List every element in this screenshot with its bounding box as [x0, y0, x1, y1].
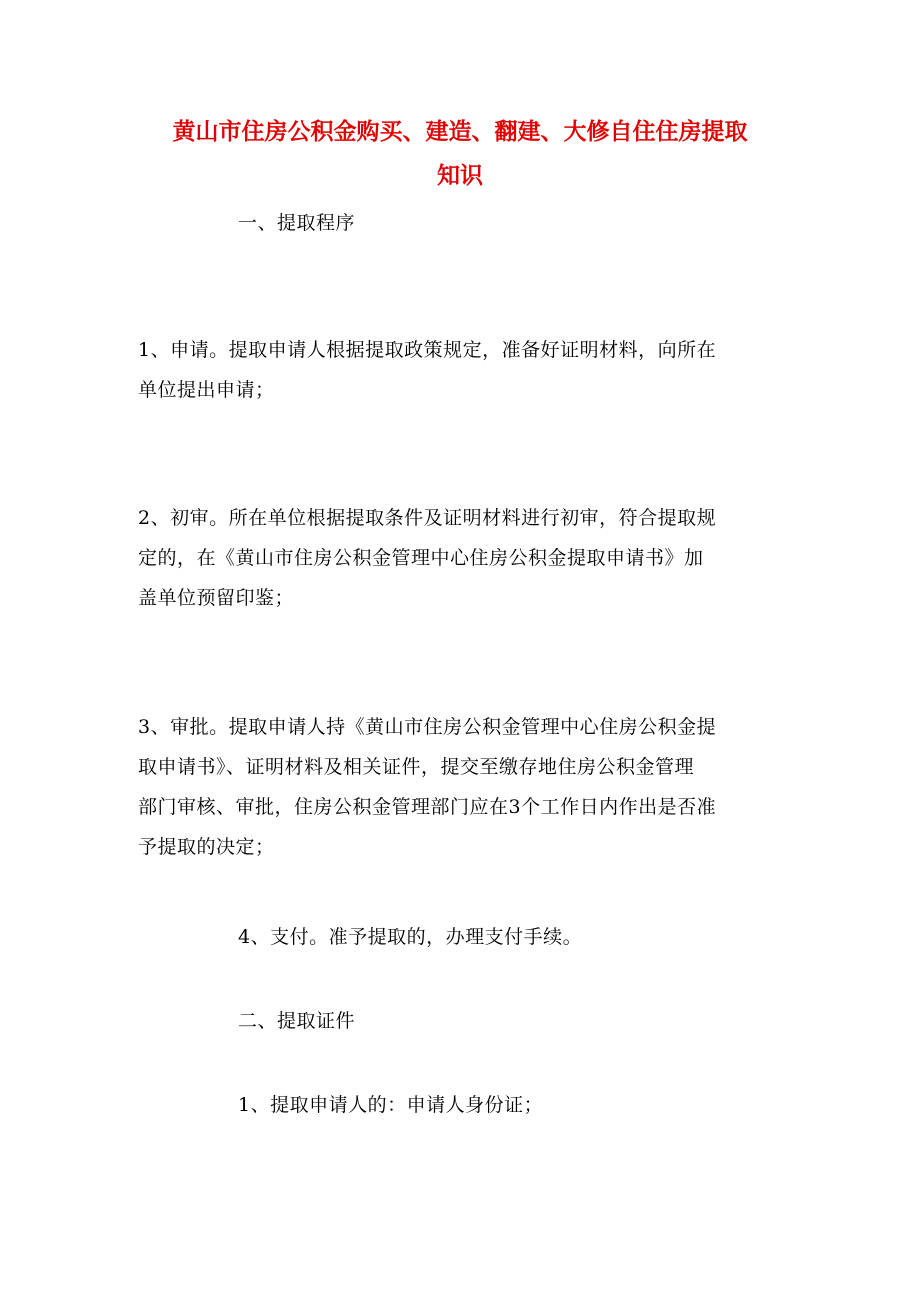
paragraph-step-2-review — [138, 498, 788, 618]
paragraph-line: 定的，在《黄山市住房公积金管理中心住房公积金提取申请书》加 — [138, 547, 704, 569]
section-heading-documents: 二、提取证件 — [238, 1010, 356, 1032]
paragraph-line: 盖单位预留印鉴； — [138, 587, 295, 609]
paragraph-documents-1: 1、提取申请人的：申请人身份证； — [238, 1094, 544, 1116]
document-title-line-2: 知识 — [437, 163, 483, 189]
paragraph-line: 单位提出申请； — [138, 379, 275, 401]
paragraph-line: 取申请书》、证明材料及相关证件，提交至缴存地住房公积金管理 — [138, 756, 695, 778]
section-heading-procedure: 一、提取程序 — [238, 212, 356, 234]
paragraph-step-1-apply — [138, 330, 788, 410]
paragraph-step-3-approve — [138, 707, 788, 867]
paragraph-line: 3、审批。提取申请人持《黄山市住房公积金管理中心住房公积金提 — [138, 716, 717, 738]
paragraph-step-4-pay: 4、支付。准予提取的，办理支付手续。 — [238, 926, 583, 948]
paragraph-line: 予提取的决定； — [138, 836, 275, 858]
paragraph-line: 1、申请。提取申请人根据提取政策规定，准备好证明材料，向所在 — [138, 339, 717, 361]
paragraph-line: 2、初审。所在单位根据提取条件及证明材料进行初审，符合提取规 — [138, 507, 717, 529]
document-title-line-1: 黄山市住房公积金购买、建造、翻建、大修自住住房提取 — [172, 119, 748, 145]
paragraph-line: 部门审核、审批，住房公积金管理部门应在3个工作日内作出是否准 — [138, 796, 717, 818]
